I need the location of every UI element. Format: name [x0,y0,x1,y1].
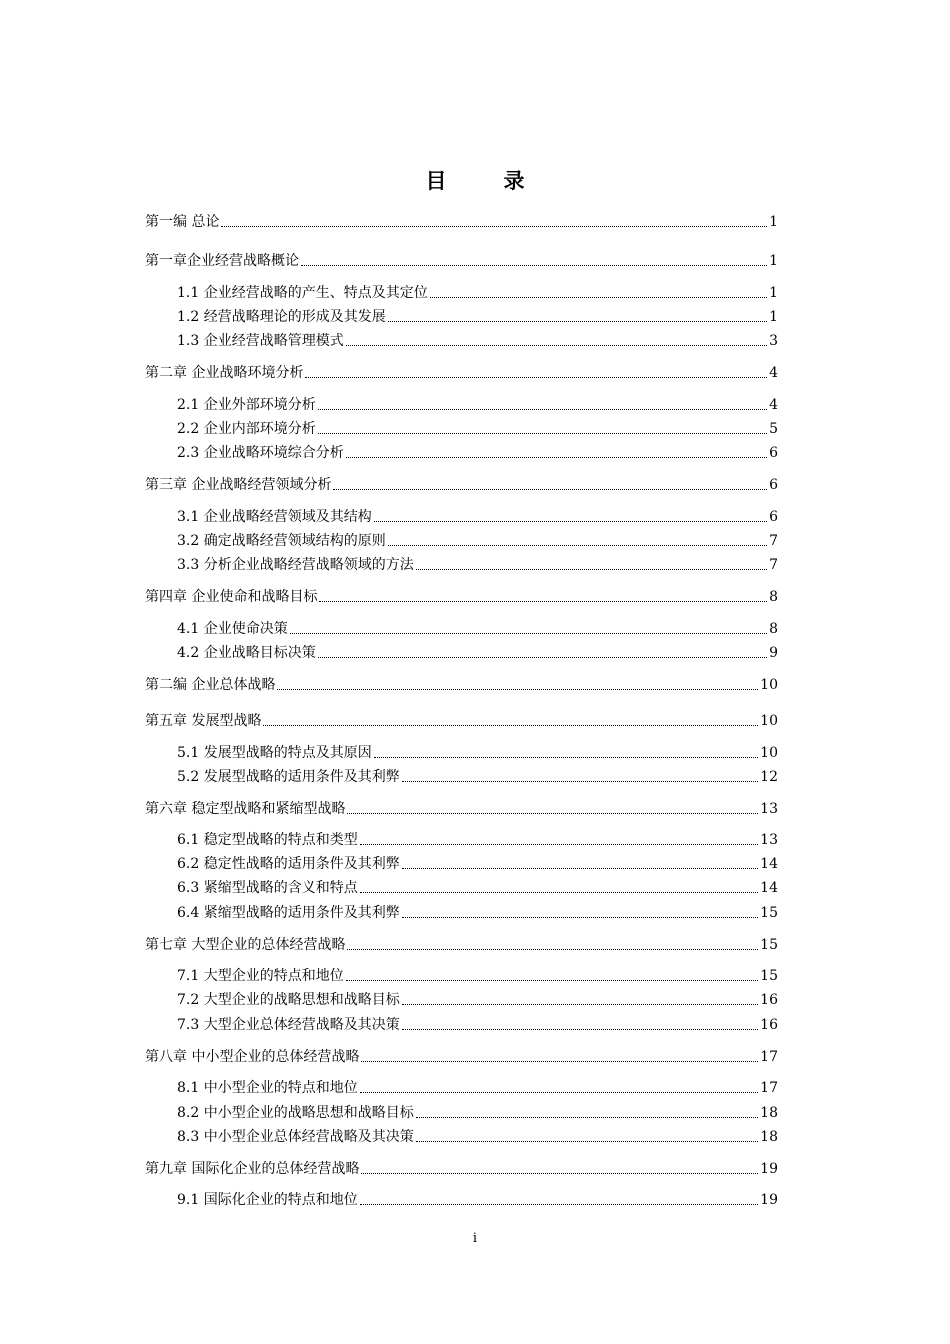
toc-entry-label: 第二章 企业战略环境分析 [145,365,304,381]
toc-section-entry[interactable] [177,830,778,850]
toc-entry-label: 第九章 国际化企业的总体经营战略 [145,1161,360,1177]
toc-chapter-entry[interactable] [145,1159,778,1179]
toc-entry-label: 8.3 中小型企业总体经营战略及其决策 [177,1129,414,1145]
dot-leader [360,844,758,845]
toc-entry-page: 6 [769,445,778,461]
toc-entry-label: 5.1 发展型战略的特点及其原因 [177,745,372,761]
dot-leader [388,545,767,546]
toc-entry-label: 4.2 企业战略目标决策 [177,645,316,661]
toc-entry-page: 1 [769,309,778,325]
toc-section-entry[interactable] [177,395,778,415]
dot-leader [347,813,758,814]
toc-section-entry[interactable] [177,966,778,986]
dot-leader [347,949,758,950]
toc-entry-label: 3.3 分析企业战略经营战略领域的方法 [177,557,414,573]
dot-leader [318,433,767,434]
toc-chapter-entry[interactable] [145,1047,778,1067]
toc-entry-label: 9.1 国际化企业的特点和地位 [177,1192,358,1208]
toc-entry-page: 15 [760,937,778,953]
dot-leader [346,980,758,981]
toc-section-entry[interactable] [177,443,778,463]
toc-entry-label: 8.2 中小型企业的战略思想和战略目标 [177,1105,414,1121]
dot-leader [416,569,767,570]
toc-entry-label: 7.2 大型企业的战略思想和战略目标 [177,992,400,1008]
toc-entry-label: 3.1 企业战略经营领域及其结构 [177,509,372,525]
dot-leader [430,297,767,298]
dot-leader [388,321,767,322]
toc-chapter-entry[interactable] [145,675,778,695]
toc-entry-label: 第八章 中小型企业的总体经营战略 [145,1049,360,1065]
toc-entry-page: 12 [760,769,778,785]
dot-leader [346,457,767,458]
toc-entry-label: 第五章 发展型战略 [145,713,262,729]
dot-leader [361,1061,758,1062]
toc-entry-page: 18 [760,1105,778,1121]
dot-leader [301,265,767,266]
toc-entry-label: 第四章 企业使命和战略目标 [145,589,318,605]
toc-entry-page: 4 [769,397,778,413]
dot-leader [416,1117,758,1118]
toc-chapter-entry[interactable] [145,363,778,383]
toc-section-entry[interactable] [177,990,778,1010]
dot-leader [374,757,758,758]
dot-leader [318,409,767,410]
toc-entry-label: 7.1 大型企业的特点和地位 [177,968,344,984]
dot-leader [360,1204,758,1205]
toc-chapter-entry[interactable] [145,212,778,232]
dot-leader [221,226,767,227]
toc-entry-label: 2.1 企业外部环境分析 [177,397,316,413]
toc-section-entry[interactable] [177,531,778,551]
toc-section-entry[interactable] [177,555,778,575]
toc-section-entry[interactable] [177,307,778,327]
toc-section-entry[interactable] [177,507,778,527]
toc-section-entry[interactable] [177,1015,778,1035]
toc-entry-label: 6.3 紧缩型战略的含义和特点 [177,880,358,896]
toc-entry-page: 6 [769,509,778,525]
toc-entry-page: 14 [760,856,778,872]
toc-chapter-entry[interactable] [145,475,778,495]
toc-entry-page: 17 [760,1049,778,1065]
toc-entry-page: 15 [760,905,778,921]
dot-leader [402,1004,758,1005]
dot-leader [305,377,767,378]
toc-section-entry[interactable] [177,743,778,763]
toc-entry-page: 16 [760,1017,778,1033]
toc-entry-page: 7 [769,533,778,549]
toc-section-entry[interactable] [177,1127,778,1147]
toc-title: 目 录 [425,169,543,193]
toc-entry-page: 1 [769,214,778,230]
toc-entry-label: 第六章 稳定型战略和紧缩型战略 [145,801,346,817]
toc-entry-page: 8 [769,589,778,605]
toc-entry-page: 3 [769,333,778,349]
toc-entry-page: 18 [760,1129,778,1145]
toc-section-entry[interactable] [177,1078,778,1098]
toc-entry-label: 第七章 大型企业的总体经营战略 [145,937,346,953]
toc-entry-page: 8 [769,621,778,637]
toc-entry-page: 4 [769,365,778,381]
toc-chapter-entry[interactable] [145,799,778,819]
dot-leader [360,1092,758,1093]
toc-entry-label: 1.2 经营战略理论的形成及其发展 [177,309,386,325]
toc-entry-label: 4.1 企业使命决策 [177,621,288,637]
toc-entry-page: 19 [760,1192,778,1208]
toc-section-entry[interactable] [177,283,778,303]
toc-entry-page: 10 [760,745,778,761]
dot-leader [277,689,758,690]
toc-entry-label: 第一编 总论 [145,214,220,230]
toc-entry-label: 8.1 中小型企业的特点和地位 [177,1080,358,1096]
toc-section-entry[interactable] [177,878,778,898]
dot-leader [360,892,758,893]
toc-entry-page: 14 [760,880,778,896]
toc-entry-label: 第三章 企业战略经营领域分析 [145,477,332,493]
toc-entry-page: 15 [760,968,778,984]
toc-entry-label: 7.3 大型企业总体经营战略及其决策 [177,1017,400,1033]
toc-entry-label: 3.2 确定战略经营领域结构的原则 [177,533,386,549]
toc-entry-page: 6 [769,477,778,493]
toc-entry-label: 6.1 稳定型战略的特点和类型 [177,832,358,848]
dot-leader [402,1029,758,1030]
dot-leader [346,345,767,346]
toc-entry-page: 7 [769,557,778,573]
toc-entry-label: 6.2 稳定性战略的适用条件及其利弊 [177,856,400,872]
dot-leader [374,521,767,522]
toc-section-entry[interactable] [177,854,778,874]
dot-leader [318,657,767,658]
toc-entry-page: 5 [769,421,778,437]
page-number-footer: i [472,1231,478,1246]
toc-chapter-entry[interactable] [145,251,778,271]
toc-entry-label: 2.2 企业内部环境分析 [177,421,316,437]
toc-section-entry[interactable] [177,331,778,351]
dot-leader [402,917,758,918]
dot-leader [361,1173,758,1174]
dot-leader [402,781,758,782]
toc-chapter-entry[interactable] [145,587,778,607]
toc-entry-label: 5.2 发展型战略的适用条件及其利弊 [177,769,400,785]
dot-leader [290,633,767,634]
toc-section-entry[interactable] [177,903,778,923]
toc-entry-page: 1 [769,253,778,269]
toc-entry-page: 9 [769,645,778,661]
toc-chapter-entry[interactable] [145,935,778,955]
toc-entry-page: 17 [760,1080,778,1096]
toc-entry-label: 2.3 企业战略环境综合分析 [177,445,344,461]
toc-entry-page: 1 [769,285,778,301]
toc-entry-page: 13 [760,832,778,848]
toc-entry-page: 10 [760,677,778,693]
toc-entry-page: 13 [760,801,778,817]
toc-section-entry[interactable] [177,419,778,439]
toc-section-entry[interactable] [177,1190,778,1210]
dot-leader [263,725,758,726]
toc-entry-label: 6.4 紧缩型战略的适用条件及其利弊 [177,905,400,921]
dot-leader [416,1141,758,1142]
toc-chapter-entry[interactable] [145,711,778,731]
toc-entry-label: 第二编 企业总体战略 [145,677,276,693]
toc-section-entry[interactable] [177,643,778,663]
toc-entry-label: 1.1 企业经营战略的产生、特点及其定位 [177,285,428,301]
toc-entry-page: 16 [760,992,778,1008]
dot-leader [402,868,758,869]
toc-entry-label: 第一章企业经营战略概论 [145,253,299,269]
toc-entry-page: 19 [760,1161,778,1177]
toc-entry-label: 1.3 企业经营战略管理模式 [177,333,344,349]
dot-leader [333,489,767,490]
dot-leader [319,601,767,602]
toc-section-entry[interactable] [177,767,778,787]
toc-section-entry[interactable] [177,619,778,639]
toc-entry-page: 10 [760,713,778,729]
toc-section-entry[interactable] [177,1103,778,1123]
